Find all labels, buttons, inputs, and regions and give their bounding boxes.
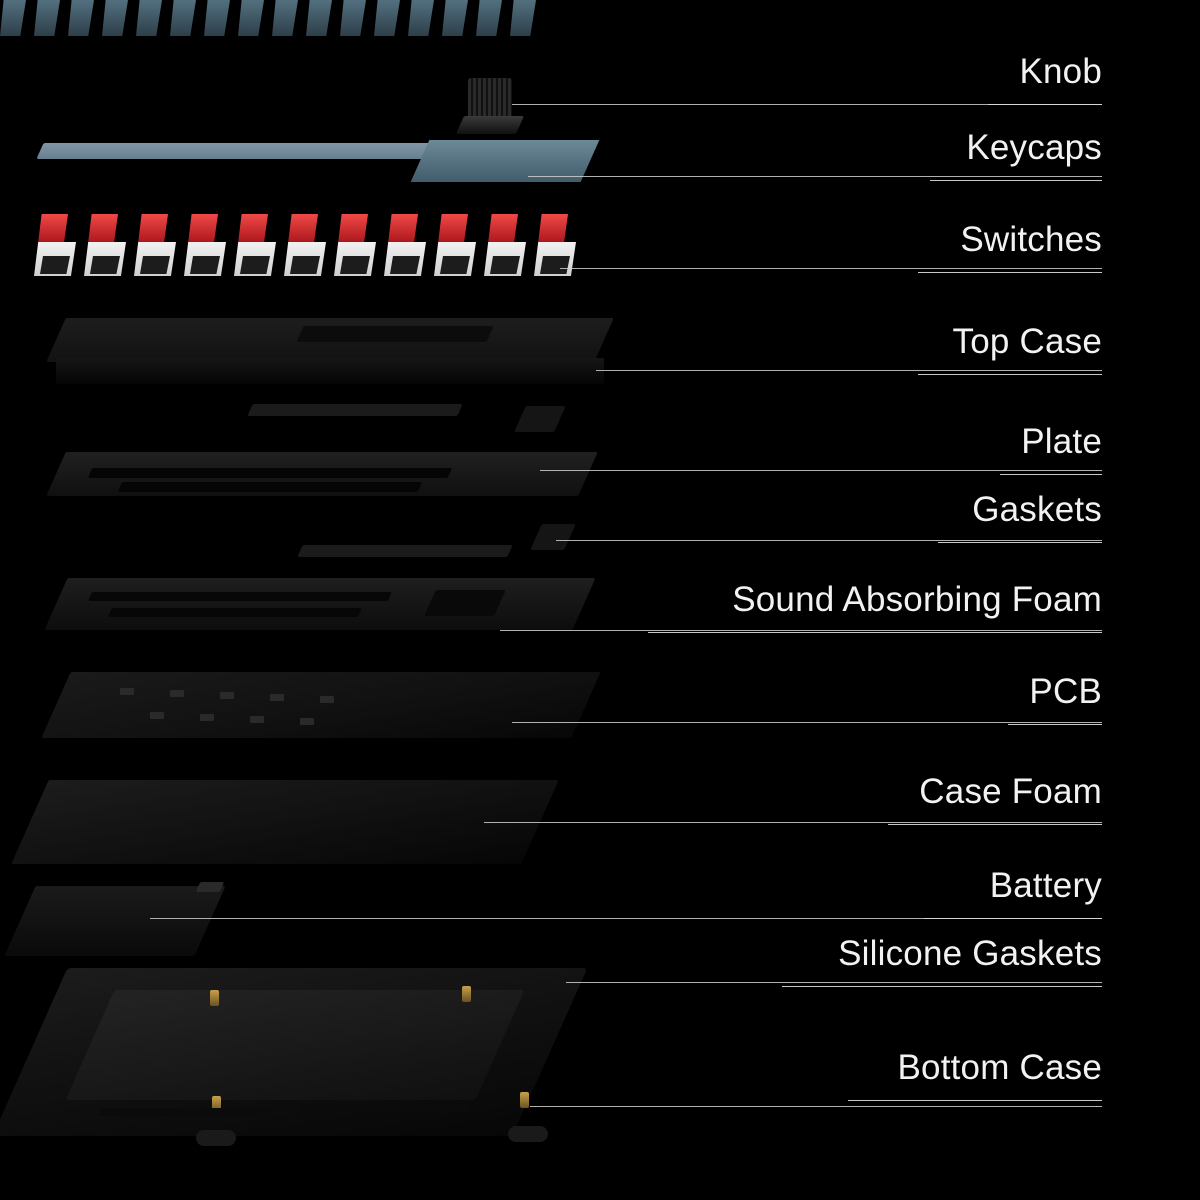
callout-top-case [953, 324, 1102, 359]
label-battery: Battery [989, 866, 1102, 905]
callout-plate [1021, 424, 1102, 459]
artwork-switches [34, 212, 594, 288]
callout-pcb [1029, 674, 1102, 709]
rule-battery [924, 918, 1102, 919]
label-top-case: Top Case [952, 322, 1102, 361]
rule-bottom-case [848, 1100, 1102, 1101]
rule-knob [988, 104, 1102, 105]
leader-pcb [512, 722, 1102, 723]
label-gaskets: Gaskets [972, 490, 1102, 529]
callout-case-foam [919, 774, 1102, 809]
label-pcb: PCB [1029, 672, 1102, 711]
leader-silicone [566, 982, 1102, 983]
callout-gaskets [972, 492, 1102, 527]
rule-plate [1000, 474, 1102, 475]
leader-bottom [530, 1106, 1102, 1107]
leader-plate [540, 470, 1102, 471]
callout-silicone-gaskets [838, 936, 1102, 971]
callout-bottom-case [897, 1050, 1102, 1085]
callout-knob [1019, 54, 1102, 89]
label-bottom-case: Bottom Case [897, 1048, 1102, 1087]
label-switches: Switches [960, 220, 1102, 259]
artwork-keycaps [0, 0, 560, 38]
rule-keycaps [930, 180, 1102, 181]
callout-battery [990, 868, 1102, 903]
leader-gaskets [556, 540, 1102, 541]
leader-foam [500, 630, 1102, 631]
leader-top-case [596, 370, 1102, 371]
label-plate: Plate [1021, 422, 1102, 461]
rule-switches [918, 272, 1102, 273]
label-silicone-gaskets: Silicone Gaskets [838, 934, 1102, 973]
keycap-row-shape [0, 0, 560, 38]
label-knob: Knob [1019, 52, 1102, 91]
leader-case-foam [484, 822, 1102, 823]
knob-shape [468, 78, 512, 116]
label-case-foam: Case Foam [919, 772, 1102, 811]
rule-foam [648, 632, 1102, 633]
callout-keycaps [966, 130, 1102, 165]
callout-foam [732, 582, 1102, 617]
rule-top-case [918, 374, 1102, 375]
rule-silicone-gaskets [782, 986, 1102, 987]
knob-base-shape [456, 116, 524, 134]
callout-switches [960, 222, 1102, 257]
label-keycaps: Keycaps [966, 128, 1102, 167]
rule-gaskets [938, 542, 1102, 543]
leader-switches [560, 268, 1102, 269]
label-sound-absorbing-foam: Sound Absorbing Foam [732, 580, 1102, 619]
rule-pcb [1008, 724, 1102, 725]
rule-case-foam [888, 824, 1102, 825]
leader-keycaps [528, 176, 1102, 177]
